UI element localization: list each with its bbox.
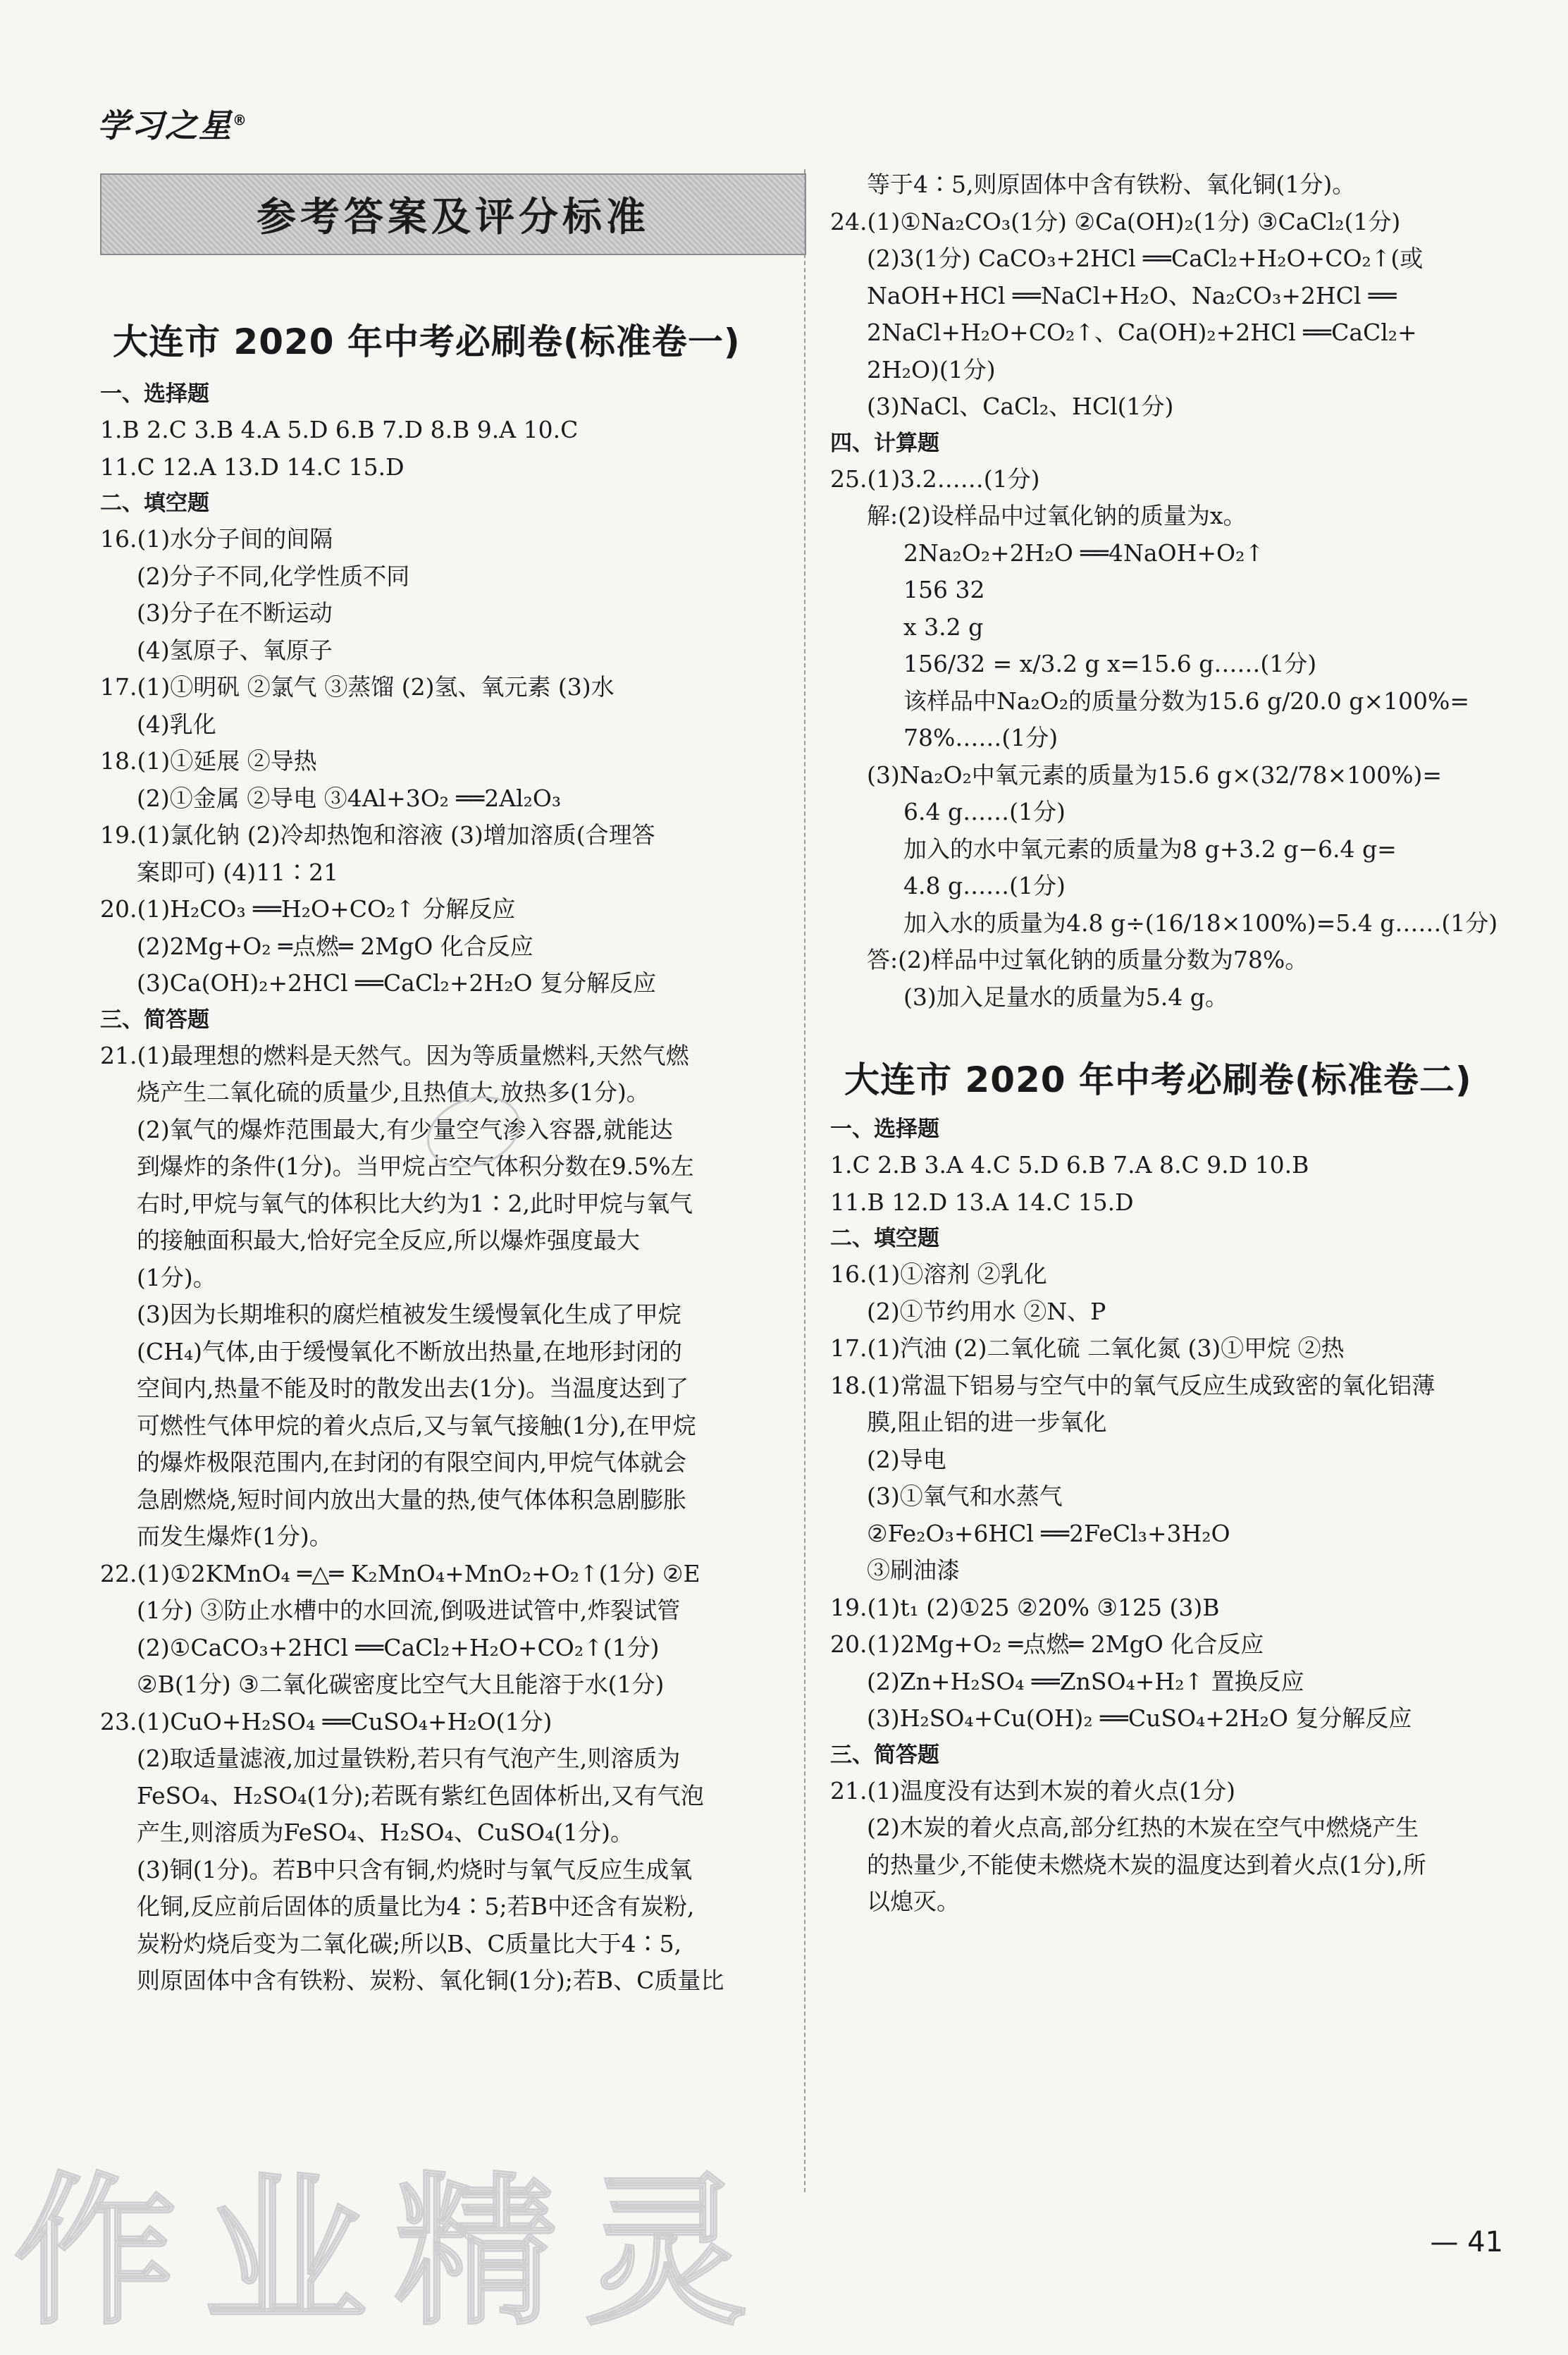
section-heading: 三、简答题 (830, 1742, 939, 1768)
exam-title: 大连市 2020 年中考必刷卷(标准卷二) (844, 1059, 1472, 1100)
answer-line: 11.C 12.A 13.D 14.C 15.D (100, 453, 405, 481)
answer-line: 17.(1)①明矾 ②氯气 ③蒸馏 (2)氢、氧元素 (3)水 (100, 673, 615, 701)
answer-line: (2)分子不同,化学性质不同 (137, 562, 410, 590)
answer-line: (1分)。 (137, 1263, 216, 1291)
answer-line: 156 32 (903, 576, 985, 603)
answer-line: (2)①节约用水 ②N、P (867, 1297, 1106, 1325)
answer-line: 19.(1)t₁ (2)①25 ②20% ③125 (3)B (830, 1593, 1220, 1621)
answer-line: 案即可) (4)11∶21 (137, 858, 339, 886)
answer-line: NaOH+HCl ══NaCl+H₂O、Na₂CO₃+2HCl ══ (867, 281, 1397, 309)
answer-line: 的接触面积最大,恰好完全反应,所以爆炸强度最大 (137, 1226, 640, 1254)
answer-line: 该样品中Na₂O₂的质量分数为15.6 g/20.0 g×100%= (903, 687, 1470, 715)
answer-line: 2H₂O)(1分) (867, 355, 996, 383)
answer-line: (2)2Mg+O₂ ═点燃═ 2MgO 化合反应 (137, 932, 533, 960)
answer-line: (2)氧气的爆炸范围最大,有少量空气渗入容器,就能达 (137, 1115, 673, 1143)
answer-line: 加入的水中氧元素的质量为8 g+3.2 g−6.4 g= (903, 835, 1397, 863)
answer-line: 19.(1)氯化钠 (2)冷却热饱和溶液 (3)增加溶质(合理答 (100, 821, 655, 849)
answer-line: 炭粉灼烧后变为二氧化碳;所以B、C质量比大于4∶5, (137, 1929, 682, 1957)
answer-line: 11.B 12.D 13.A 14.C 15.D (830, 1188, 1134, 1216)
answer-line: x 3.2 g (903, 613, 984, 641)
answer-line: (4)氢原子、氧原子 (137, 636, 333, 664)
answer-line: 4.8 g……(1分) (903, 872, 1066, 899)
answer-line: 解:(2)设样品中过氧化钠的质量为x。 (867, 502, 1247, 529)
answer-line: 烧产生二氧化硫的质量少,且热值大,放热多(1分)。 (137, 1078, 650, 1106)
section-banner (100, 173, 806, 255)
answer-line: 25.(1)3.2……(1分) (830, 465, 1040, 493)
column-divider (804, 169, 805, 2192)
answer-line: (3)因为长期堆积的腐烂植被发生缓慢氧化生成了甲烷 (137, 1301, 681, 1328)
section-heading: 四、计算题 (830, 430, 939, 456)
answer-line: (2)①CaCO₃+2HCl ══CaCl₂+H₂O+CO₂↑(1分) (137, 1633, 660, 1661)
section-heading: 一、选择题 (100, 381, 209, 407)
page-number: — 41 (1430, 2226, 1503, 2258)
answer-line: (3)H₂SO₄+Cu(OH)₂ ══CuSO₄+2H₂O 复分解反应 (867, 1704, 1412, 1732)
answer-line: 的爆炸极限范围内,在封闭的有限空间内,甲烷气体就会 (137, 1449, 686, 1476)
answer-line: 24.(1)①Na₂CO₃(1分) ②Ca(OH)₂(1分) ③CaCl₂(1分) (830, 207, 1401, 235)
registered-mark-icon: ® (233, 111, 248, 129)
answer-line: 答:(2)样品中过氧化钠的质量分数为78%。 (867, 946, 1309, 973)
answer-line: 空间内,热量不能及时的散发出去(1分)。当温度达到了 (137, 1375, 689, 1402)
answer-line: 78%……(1分) (903, 724, 1058, 751)
banner-title: 参考答案及评分标准 (257, 195, 650, 240)
answer-line: 到爆炸的条件(1分)。当甲烷占空气体积分数在9.5%左 (137, 1152, 694, 1180)
answer-line: (3)NaCl、CaCl₂、HCl(1分) (867, 393, 1174, 420)
answer-line: 16.(1)水分子间的间隔 (100, 525, 333, 553)
answer-line: 156/32 = x/3.2 g x=15.6 g……(1分) (903, 650, 1317, 677)
answer-line: FeSO₄、H₂SO₄(1分);若既有紫红色固体析出,又有气泡 (137, 1781, 704, 1809)
brand-name: 学习之星 (97, 106, 233, 145)
answer-line: 而发生爆炸(1分)。 (137, 1523, 333, 1550)
answer-line: (1分) ③防止水槽中的水回流,倒吸进试管中,炸裂试管 (137, 1597, 681, 1624)
answer-line: (2)木炭的着火点高,部分红热的木炭在空气中燃烧产生 (867, 1814, 1419, 1841)
brand-logo (97, 100, 248, 147)
answer-line: 18.(1)①延展 ②导热 (100, 747, 317, 775)
answer-line: (3)加入足量水的质量为5.4 g。 (903, 983, 1228, 1011)
answer-line: 膜,阻止铝的进一步氧化 (867, 1408, 1107, 1436)
answer-line: (3)①氧气和水蒸气 (867, 1482, 1063, 1510)
section-heading: 一、选择题 (830, 1117, 939, 1142)
answer-line: ②B(1分) ③二氧化碳密度比空气大且能溶于水(1分) (137, 1671, 665, 1698)
answer-line: 可燃性气体甲烷的着火点后,又与氧气接触(1分),在甲烷 (137, 1411, 696, 1439)
answer-line: (3)铜(1分)。若B中只含有铜,灼烧时与氧气反应生成氧 (137, 1855, 693, 1883)
section-heading: 二、填空题 (830, 1226, 939, 1251)
answer-line: (3)Ca(OH)₂+2HCl ══CaCl₂+2H₂O 复分解反应 (137, 969, 657, 997)
answer-line: 加入水的质量为4.8 g÷(16/18×100%)=5.4 g……(1分) (903, 909, 1498, 937)
answer-line: 以熄灭。 (867, 1888, 960, 1915)
answer-line: (4)乳化 (137, 710, 216, 738)
answer-line: 6.4 g……(1分) (903, 798, 1066, 825)
answer-line: (2)导电 (867, 1445, 946, 1473)
section-heading: 二、填空题 (100, 491, 209, 516)
answer-line: (3)Na₂O₂中氧元素的质量为15.6 g×(32/78×100%)= (867, 761, 1443, 789)
answer-line: 21.(1)最理想的燃料是天然气。因为等质量燃料,天然气燃 (100, 1041, 689, 1069)
answer-line: 16.(1)①溶剂 ②乳化 (830, 1260, 1047, 1288)
watermark: 作业精灵 (14, 2159, 775, 2347)
answer-line: 2NaCl+H₂O+CO₂↑、Ca(OH)₂+2HCl ══CaCl₂+ (867, 319, 1417, 346)
answer-line: 18.(1)常温下铝易与空气中的氧气反应生成致密的氧化铝薄 (830, 1371, 1436, 1399)
answer-line: ③刷油漆 (867, 1556, 960, 1584)
answer-line: 则原固体中含有铁粉、炭粉、氧化铜(1分);若B、C质量比 (137, 1967, 724, 1994)
answer-line: 20.(1)H₂CO₃ ══H₂O+CO₂↑ 分解反应 (100, 895, 516, 923)
answer-line: (CH₄)气体,由于缓慢氧化不断放出热量,在地形封闭的 (137, 1337, 682, 1365)
answer-line: 产生,则溶质为FeSO₄、H₂SO₄、CuSO₄(1分)。 (137, 1819, 634, 1846)
answer-line: 2Na₂O₂+2H₂O ══4NaOH+O₂↑ (903, 539, 1264, 567)
answer-line: 20.(1)2Mg+O₂ ═点燃═ 2MgO 化合反应 (830, 1630, 1264, 1658)
answer-line: 化铜,反应前后固体的质量比为4∶5;若B中还含有炭粉, (137, 1893, 695, 1920)
answer-line: (2)3(1分) CaCO₃+2HCl ══CaCl₂+H₂O+CO₂↑(或 (867, 245, 1424, 272)
answer-line: 等于4∶5,则原固体中含有铁粉、氧化铜(1分)。 (867, 171, 1356, 198)
answer-line: (2)①金属 ②导电 ③4Al+3O₂ ══2Al₂O₃ (137, 784, 562, 812)
answer-line: 22.(1)①2KMnO₄ ═△═ K₂MnO₄+MnO₂+O₂↑(1分) ②E (100, 1559, 700, 1587)
section-heading: 三、简答题 (100, 1007, 209, 1033)
exam-title: 大连市 2020 年中考必刷卷(标准卷一) (113, 321, 741, 362)
answer-line: 17.(1)汽油 (2)二氧化硫 二氧化氮 (3)①甲烷 ②热 (830, 1334, 1345, 1362)
answer-line: (2)Zn+H₂SO₄ ══ZnSO₄+H₂↑ 置换反应 (867, 1667, 1304, 1695)
answer-line: ②Fe₂O₃+6HCl ══2FeCl₃+3H₂O (867, 1519, 1230, 1547)
answer-line: (2)取适量滤液,加过量铁粉,若只有气泡产生,则溶质为 (137, 1745, 681, 1772)
right-column (830, 166, 1510, 1921)
answer-line: (3)分子在不断运动 (137, 599, 333, 627)
answer-line: 的热量少,不能使未燃烧木炭的温度达到着火点(1分),所 (867, 1850, 1426, 1879)
answer-line: 1.B 2.C 3.B 4.A 5.D 6.B 7.D 8.B 9.A 10.C (100, 416, 579, 443)
answer-line: 右时,甲烷与氧气的体积比大约为1∶2,此时甲烷与氧气 (137, 1189, 693, 1217)
answer-line: 急剧燃烧,短时间内放出大量的热,使气体体积急剧膨胀 (137, 1485, 686, 1513)
answer-line: 21.(1)温度没有达到木炭的着火点(1分) (830, 1776, 1235, 1804)
answer-line: 23.(1)CuO+H₂SO₄ ══CuSO₄+H₂O(1分) (100, 1707, 552, 1735)
answer-line: 1.C 2.B 3.A 4.C 5.D 6.B 7.A 8.C 9.D 10.B (830, 1151, 1309, 1179)
